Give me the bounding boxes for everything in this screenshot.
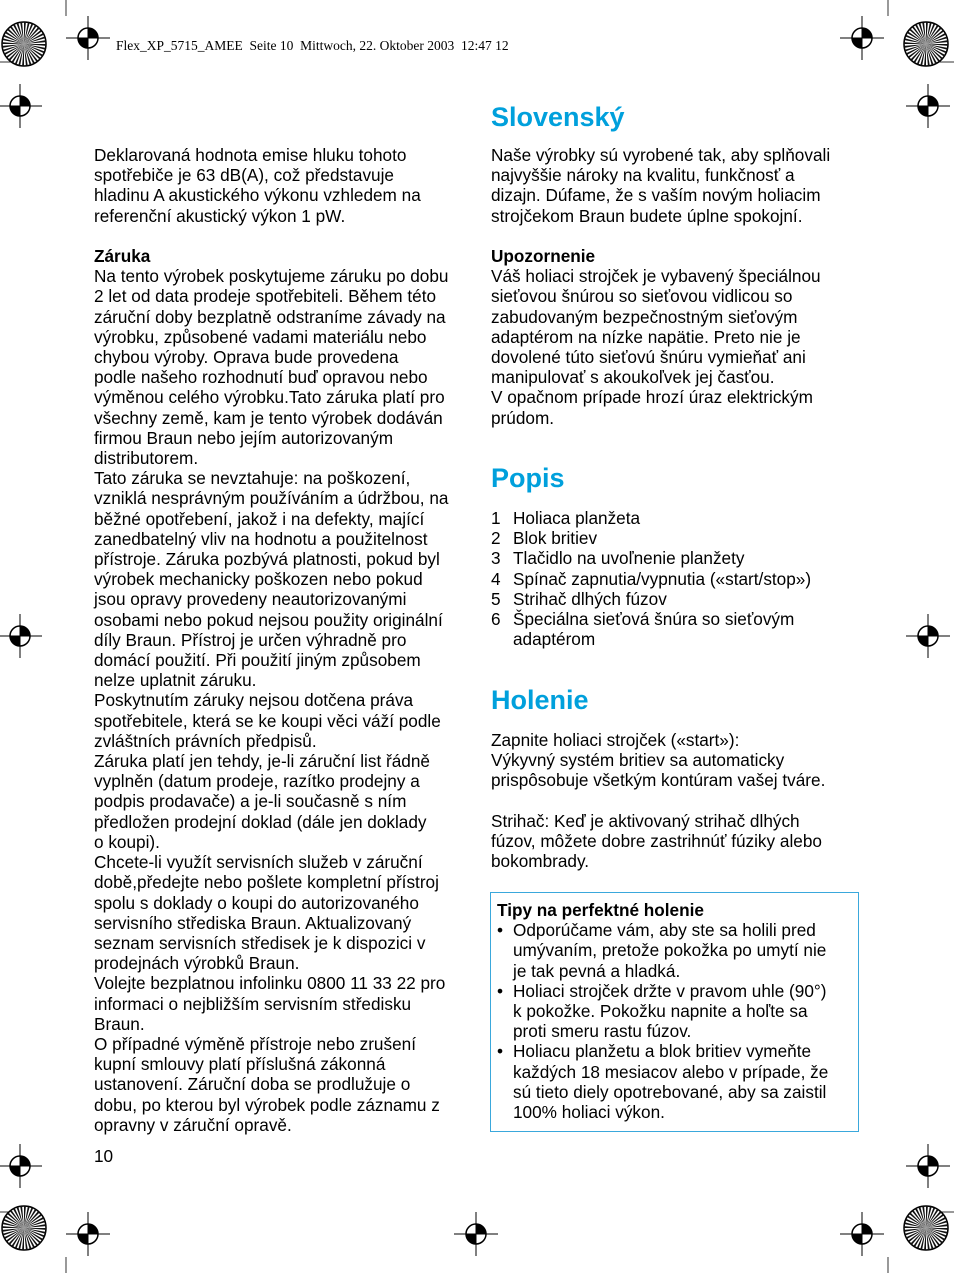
warranty-line: výrobku, způsobené vadami materiálu nebo bbox=[94, 326, 427, 347]
warranty-line: díly Braun. Přístroj je určen výhradně pro bbox=[94, 629, 407, 650]
shaving-line: prispôsobuje všetkým kontúram vašej tváre. bbox=[491, 770, 826, 791]
item-number: 4 bbox=[491, 568, 501, 589]
warranty-line: dobu, po kterou byl výrobek podle záznamu z bbox=[94, 1094, 440, 1115]
list-item bbox=[491, 528, 861, 548]
warranty-line: podle našeho rozhodnutí buď opravou nebo bbox=[94, 367, 428, 388]
warranty-text bbox=[94, 266, 460, 1135]
warranty-line: výměnou celého výrobku.Tato záruka platí pro bbox=[94, 387, 445, 408]
item-label: Špeciálna sieťová šnúra so sieťovým adaptérom bbox=[513, 609, 795, 650]
warranty-line: Poskytnutím záruky nejsou dotčena práva bbox=[94, 690, 414, 711]
warranty-line: kupní smlouvy platí příslušná zákonná bbox=[94, 1054, 386, 1075]
warranty-line: informaci o nejbližším servisním středisku bbox=[94, 993, 412, 1014]
warranty-line: spotřebitele, která se ke koupi věci váží podle bbox=[94, 710, 441, 731]
warranty-line: Na tento výrobek poskytujeme záruku po dobu bbox=[94, 266, 449, 287]
list-item bbox=[491, 569, 861, 589]
intro-line: strojčekom Braun budete úplne spokojní. bbox=[491, 205, 803, 226]
intro-line: Naše výrobky sú vyrobené tak, aby splňovali bbox=[491, 145, 831, 165]
item-label: Holiaca planžeta bbox=[513, 508, 641, 528]
warning-line: zabudovaným bezpečnostným sieťovým bbox=[491, 306, 798, 327]
crosshair-top-right bbox=[840, 16, 884, 60]
starburst-bottom-left bbox=[2, 1206, 46, 1250]
warranty-line: distributorem. bbox=[94, 448, 199, 469]
warranty-line: době,předejte nebo pošlete kompletní přístroj bbox=[94, 872, 439, 893]
crosshair-bottom-mid bbox=[454, 1212, 498, 1256]
crosshair-right-mid bbox=[906, 614, 950, 658]
trimmer-line: fúzov, môžete dobre zastrihnúť fúziky alebo bbox=[491, 831, 822, 851]
warning-line: sieťovou šnúrou so sieťovou vidlicou so bbox=[491, 286, 793, 307]
starburst-top-right bbox=[904, 22, 948, 66]
crosshair-bottom-left bbox=[66, 1212, 110, 1256]
item-number: 6 bbox=[491, 609, 501, 630]
list-item bbox=[491, 589, 861, 609]
item-number: 2 bbox=[491, 528, 501, 549]
warranty-line: všechny země, kam je tento výrobek dodáván bbox=[94, 407, 443, 428]
warranty-line: Tato záruka se nevztahuje: na poškození, bbox=[94, 468, 411, 489]
page-number: 10 bbox=[94, 1146, 114, 1166]
item-label: Strihač dlhých fúzov bbox=[513, 588, 667, 609]
warranty-line: podpis prodavače) a je-li současně s ním bbox=[94, 791, 407, 812]
intro-line: dizajn. Dúfame, že s vaším novým holiacim bbox=[491, 185, 821, 206]
print-header: Flex_XP_5715_AMEE Seite 10 Mittwoch, 22. Oktober 2003 12:47 12 bbox=[116, 38, 509, 53]
starburst-bottom-right bbox=[904, 1206, 948, 1250]
bullet-icon: • bbox=[497, 1041, 504, 1062]
list-item bbox=[491, 609, 861, 649]
warranty-line: o koupi). bbox=[94, 831, 160, 852]
section-title-holenie: Holenie bbox=[491, 685, 589, 715]
section-title-popis: Popis bbox=[491, 463, 565, 493]
parts-list bbox=[491, 508, 861, 649]
shaving-line: Výkyvný systém britiev sa automaticky bbox=[491, 750, 785, 771]
noise-paragraph: Deklarovaná hodnota emise hluku tohoto spotřebiče je 63 dB(A), což představuje hladinu A akustického výkonu vzhledem na referenční akustický výkon 1 pW. bbox=[94, 145, 421, 226]
warning-heading: Upozornenie bbox=[491, 246, 596, 266]
warning-text bbox=[491, 266, 861, 428]
warranty-line: ustanovení. Záruční doba se prodlužuje o bbox=[94, 1074, 411, 1095]
warranty-line: spolu s doklady o koupi do autorizovaného bbox=[94, 892, 419, 913]
crosshair-left-lower bbox=[0, 1144, 42, 1188]
warranty-line: vzniklá nesprávným používáním a údržbou, na bbox=[94, 488, 449, 509]
bullet-icon: • bbox=[497, 920, 504, 941]
item-number: 5 bbox=[491, 588, 501, 609]
warranty-line: firmou Braun nebo jejím autorizovaným bbox=[94, 427, 394, 448]
warranty-line: přístroje. Záruka pozbývá platnosti, pokud byl bbox=[94, 549, 440, 570]
warranty-line: Volejte bezplatnou infolinku 0800 11 33 22 pro bbox=[94, 973, 446, 994]
warranty-line: 2 let od data prodeje spotřebiteli. Během této bbox=[94, 286, 437, 307]
warranty-line: záruční doby bezplatně odstraníme závady na bbox=[94, 306, 446, 327]
tips-heading: Tipy na perfektné holenie bbox=[497, 900, 704, 920]
crosshair-right-lower bbox=[906, 1144, 950, 1188]
warranty-line: domácí použití. Při použití jiným způsobem bbox=[94, 650, 421, 671]
crosshair-bottom-right bbox=[840, 1212, 884, 1256]
warranty-line: předložen prodejní doklad (dále jen doklady bbox=[94, 811, 427, 832]
warranty-line: Záruka platí jen tehdy, je-li záruční list řádně bbox=[94, 751, 430, 772]
crosshair-top-left bbox=[66, 16, 110, 60]
tip-text: Holiacu planžetu a blok britiev vymeňte každých 18 mesiacov alebo v prípade, že sú tieto diely opotrebované, aby sa zaistil 100% holiaci výkon. bbox=[513, 1041, 829, 1123]
tip-item bbox=[497, 920, 848, 981]
warranty-line: O případné výměně přístroje nebo zrušení bbox=[94, 1033, 416, 1054]
trimmer-line: Strihač: Keď je aktivovaný strihač dlhých bbox=[491, 810, 800, 831]
warning-line: adaptérom na nízke napätie. Preto nie je bbox=[491, 326, 801, 347]
warranty-line: jsou opravy provedeny neautorizovanými bbox=[94, 589, 407, 610]
list-item bbox=[491, 508, 861, 528]
warranty-line: výrobek mechanicky poškozen nebo pokud bbox=[94, 569, 423, 590]
item-number: 3 bbox=[491, 548, 501, 569]
item-label: Spínač zapnutia/vypnutia («start/stop») bbox=[513, 568, 812, 589]
warranty-line: prodejnách výrobků Braun. bbox=[94, 953, 300, 974]
warning-line: dovolené túto sieťovú šnúru vymieňať ani bbox=[491, 347, 806, 368]
warning-line: prúdom. bbox=[491, 407, 555, 428]
warranty-line: opravny v záruční opravě. bbox=[94, 1114, 292, 1135]
left-column bbox=[94, 145, 460, 1135]
item-number: 1 bbox=[491, 508, 501, 528]
warranty-line: osobami nebo pokud nejsou použity originální bbox=[94, 609, 443, 630]
warranty-line: vyplněn (datum prodeje, razítko prodejny a bbox=[94, 771, 420, 792]
crosshair-left-mid bbox=[0, 614, 42, 658]
shaving-line: Zapnite holiaci strojček («start»): bbox=[491, 730, 740, 750]
warning-line: Váš holiaci strojček je vybavený špeciálnou bbox=[491, 266, 821, 287]
tip-text: Odporúčame vám, aby ste sa holili pred umývaním, pretože pokožka po umytí nie je tak pevná a hladká. bbox=[513, 920, 827, 981]
section-title-slovensky: Slovenský bbox=[491, 102, 625, 132]
tips-box bbox=[490, 892, 859, 1132]
warranty-heading: Záruka bbox=[94, 246, 151, 266]
item-label: Tlačidlo na uvoľnenie planžety bbox=[513, 548, 745, 569]
warranty-line: chybou výroby. Oprava bude provedena bbox=[94, 347, 399, 368]
right-column-intro bbox=[491, 145, 861, 428]
warranty-line: zanedbatelný vliv na hodnotu a použitelnost bbox=[94, 528, 428, 549]
warranty-line: Braun. bbox=[94, 1013, 145, 1034]
starburst-top-left bbox=[2, 22, 46, 66]
crosshair-left-upper bbox=[0, 84, 42, 128]
warning-line: manipulovať s akoukoľvek jej časťou. bbox=[491, 367, 775, 388]
intro-line: najvyššie nároky na kvalitu, funkčnosť a bbox=[491, 165, 795, 186]
shaving-text bbox=[491, 730, 861, 871]
crosshair-right-upper bbox=[906, 84, 950, 128]
item-label: Blok britiev bbox=[513, 528, 598, 549]
warranty-line: nelze uplatnit záruku. bbox=[94, 670, 257, 691]
bullet-icon: • bbox=[497, 980, 504, 1001]
trimmer-line: bokombrady. bbox=[491, 851, 590, 872]
warranty-line: zvláštních právních předpisů. bbox=[94, 730, 317, 751]
warranty-line: servisního střediska Braun. Aktualizovaný bbox=[94, 912, 412, 933]
warranty-line: běžné opotřebení, jakož i na defekty, mající bbox=[94, 508, 425, 529]
tip-item bbox=[497, 1041, 848, 1122]
list-item bbox=[491, 548, 861, 568]
warranty-line: seznam servisních středisek je k dispozici v bbox=[94, 932, 426, 953]
warranty-line: Chcete-li využít servisních služeb v záruční bbox=[94, 852, 423, 873]
warning-line: V opačnom prípade hrozí úraz elektrickým bbox=[491, 387, 813, 408]
tip-item bbox=[497, 981, 848, 1042]
tip-text: Holiaci strojček držte v pravom uhle (90°) k pokožke. Pokožku napnite a hoľte sa proti smeru rastu fúzov. bbox=[513, 980, 827, 1042]
